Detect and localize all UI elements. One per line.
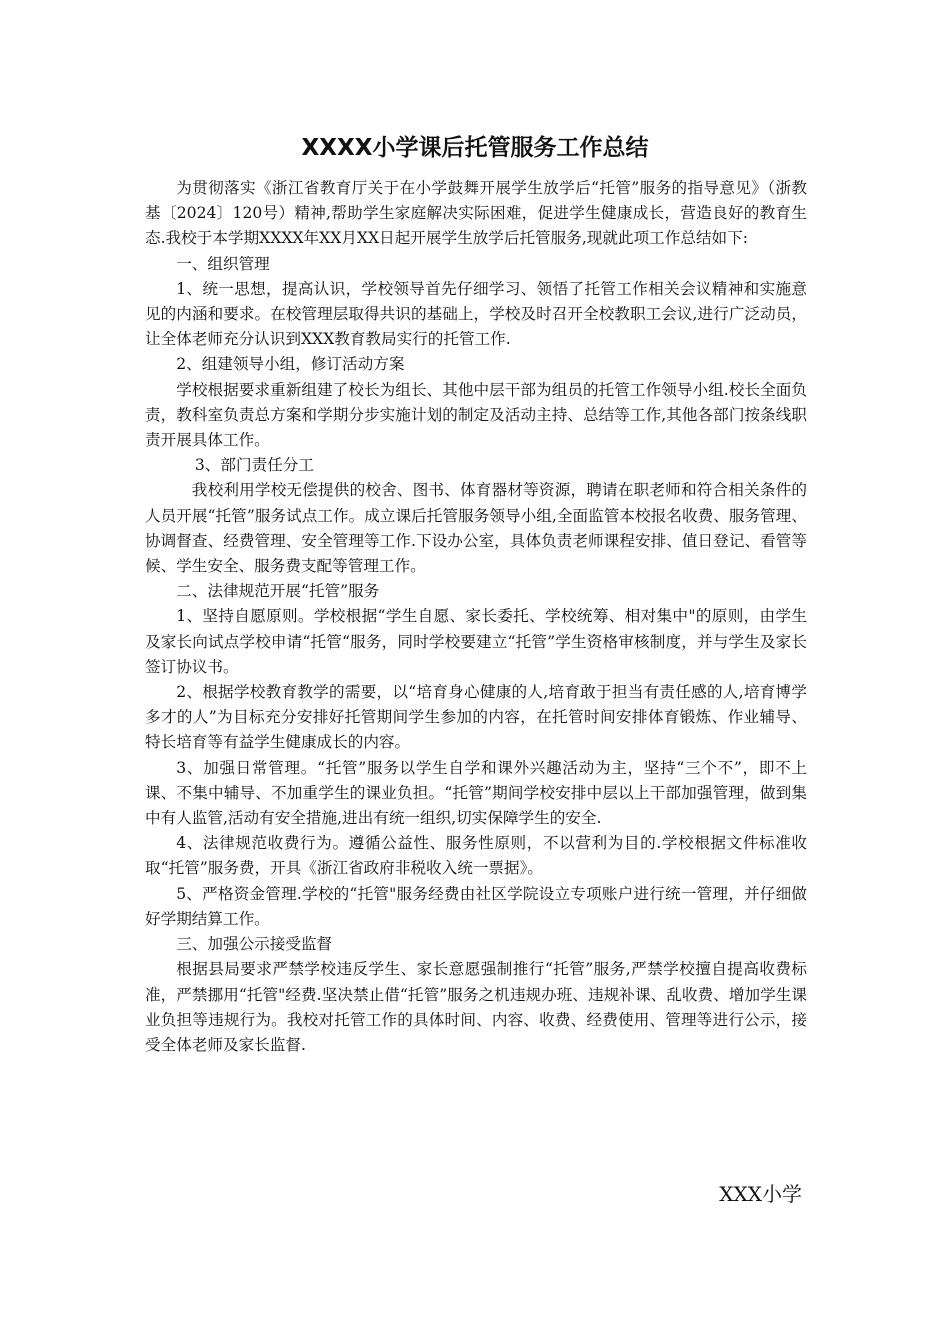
paragraph-2-4: 4、法律规范收费行为。遵循公益性、服务性原则，不以营利为目的.学校根据文件标准收取“托管”服务费，开具《浙江省政府非税收入统一票据》。 bbox=[145, 834, 807, 878]
section-heading-2: 二、法律规范开展“托管”服务 bbox=[176, 582, 380, 601]
paragraph-1-3: 我校利用学校无偿提供的校舍、图书、体育器材等资源，聘请在职老师和符合相关条件的人员开展“托管”服务试点工作。成立课后托管服务领导小组,全面监管本校报名收费、服务管理、协调督查、经费管理、安全管理等工作.下设办公室，具体负责老师课程安排、值日登记、看管等候、学生安全、服务费支配等管理工作。 bbox=[145, 481, 807, 576]
paragraph-1-1: 1、统一思想，提高认识，学校领导首先仔细学习、领悟了托管工作相关会议精神和实施意见的内涵和要求。在校管理层取得共识的基础上，学校及时召开全校教职工会议,进行广泛动员，让全体老师充分认识到XXX教育教局实行的托管工作. bbox=[145, 279, 807, 349]
paragraph-3-1: 根据县局要求严禁学校违反学生、家长意愿强制推行“托管”服务,严禁学校擅自提高收费标准，严禁挪用“托管"经费.坚决禁止借“托管”服务之机违规办班、违规补课、乱收费、增加学生课业负担等违规行为。我校对托管工作的具体时间、内容、收费、经费使用、管理等进行公示，接受全体老师及家长监督. bbox=[145, 960, 807, 1054]
section-heading-3: 三、加强公示接受监督 bbox=[176, 935, 333, 954]
paragraph-2-1: 1、坚持自愿原则。学校根据“学生自愿、家长委托、学校统筹、相对集中"的原则，由学生及家长向试点学校申请“托管“服务，同时学校要建立“托管”学生资格审核制度，并与学生及家长签订协议书。 bbox=[145, 607, 807, 676]
paragraph-2-2: 2、根据学校教育教学的需要，以“培育身心健康的人,培育敢于担当有责任感的人,培育博学多才的人”为目标充分安排好托管期间学生参加的内容，在托管时间安排体育锻炼、作业辅导、特长培育等有益学生健康成长的内容。 bbox=[145, 683, 807, 752]
signature: XXX小学 bbox=[719, 1182, 802, 1206]
subheading-1-3: 3、部门责任分工 bbox=[194, 456, 314, 475]
document-body bbox=[145, 176, 807, 1058]
document-title: XXXX小学课后托管服务工作总结 bbox=[301, 135, 649, 161]
section-heading-1: 一、组织管理 bbox=[176, 254, 270, 273]
paragraph-2-5: 5、严格资金管理.学校的“托管"服务经费由社区学院设立专项账户进行统一管理，并仔细做好学期结算工作。 bbox=[145, 884, 807, 928]
paragraph-2-3: 3、加强日常管理。“托管”服务以学生自学和课外兴趣活动为主，坚持“三个不”，即不上课、不集中辅导、不加重学生的课业负担。“托管”期间学校安排中层以上干部加强管理，做到集中有人监管,活动有安全措施,进出有统一组织,切实保障学生的安全. bbox=[145, 758, 807, 828]
paragraph-intro: 为贯彻落实《浙江省教育厅关于在小学鼓舞开展学生放学后“托管”服务的指导意见》（浙教基〔2024〕120号）精神,帮助学生家庭解决实际困难，促进学生健康成长，营造良好的教育生态.我校于本学期XXXX年XX月XX日起开展学生放学后托管服务,现就此项工作总结如下: bbox=[145, 179, 807, 248]
subheading-1-2: 2、组建领导小组，修订活动方案 bbox=[176, 355, 405, 374]
paragraph-1-2: 学校根据要求重新组建了校长为组长、其他中层干部为组员的托管工作领导小组.校长全面负责，教科室负责总方案和学期分步实施计划的制定及活动主持、总结等工作,其他各部门按条线职责开展具体工作。 bbox=[145, 380, 807, 450]
